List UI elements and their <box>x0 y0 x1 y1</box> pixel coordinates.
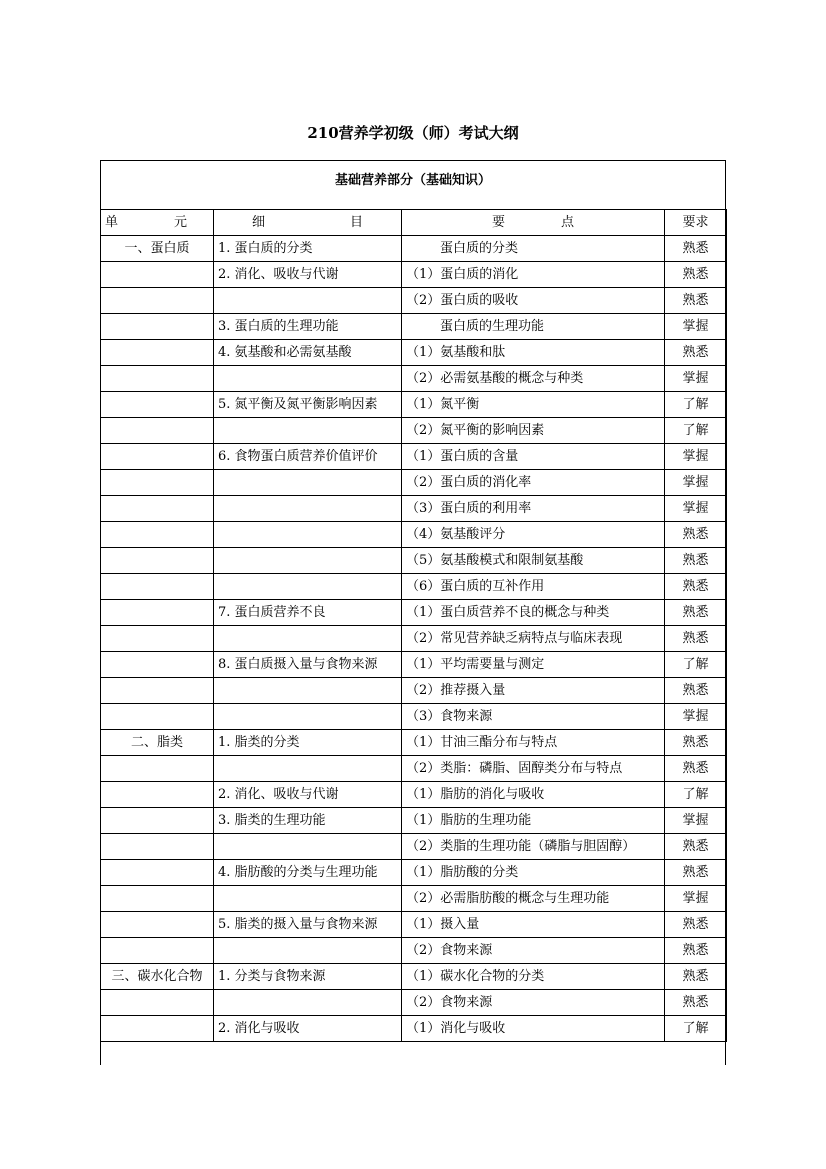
requirement-cell: 熟悉 <box>665 678 727 704</box>
point-cell: （1）氮平衡 <box>402 392 665 418</box>
requirement-cell: 熟悉 <box>665 756 727 782</box>
document-title: 210营养学初级（师）考试大纲 <box>307 124 519 142</box>
point-cell: （2）推荐摄入量 <box>402 678 665 704</box>
unit-cell <box>101 418 214 444</box>
point-cell: （2）食物来源 <box>402 938 665 964</box>
header-unit-char-1: 单 <box>105 214 119 230</box>
requirement-cell: 熟悉 <box>665 964 727 990</box>
requirement-cell: 熟悉 <box>665 990 727 1016</box>
requirement-cell: 掌握 <box>665 366 727 392</box>
unit-cell <box>101 496 214 522</box>
point-cell: 蛋白质的分类 <box>402 236 665 262</box>
unit-cell <box>101 574 214 600</box>
requirement-cell: 熟悉 <box>665 262 727 288</box>
requirement-cell: 掌握 <box>665 470 727 496</box>
point-cell: （3）蛋白质的利用率 <box>402 496 665 522</box>
requirement-cell: 熟悉 <box>665 288 727 314</box>
table-row <box>101 574 727 600</box>
table-row <box>101 314 727 340</box>
point-cell: （1）摄入量 <box>402 912 665 938</box>
detail-cell <box>214 834 402 860</box>
detail-cell: 7. 蛋白质营养不良 <box>214 600 402 626</box>
detail-cell: 6. 食物蛋白质营养价值评价 <box>214 444 402 470</box>
point-cell: （1）氨基酸和肽 <box>402 340 665 366</box>
point-cell: （1）碳水化合物的分类 <box>402 964 665 990</box>
detail-cell: 2. 消化与吸收 <box>214 1016 402 1042</box>
point-cell: （2）氮平衡的影响因素 <box>402 418 665 444</box>
detail-cell <box>214 756 402 782</box>
unit-cell <box>101 1016 214 1042</box>
unit-cell <box>101 366 214 392</box>
requirement-cell: 了解 <box>665 652 727 678</box>
table-row <box>101 548 727 574</box>
detail-cell <box>214 470 402 496</box>
table-row <box>101 860 727 886</box>
point-cell: （1）蛋白质的含量 <box>402 444 665 470</box>
unit-cell <box>101 626 214 652</box>
requirement-cell: 熟悉 <box>665 938 727 964</box>
table-row <box>101 886 727 912</box>
table-row <box>101 912 727 938</box>
unit-cell <box>101 860 214 886</box>
detail-cell: 1. 脂类的分类 <box>214 730 402 756</box>
table-row <box>101 1016 727 1042</box>
detail-cell <box>214 886 402 912</box>
table-row <box>101 522 727 548</box>
point-cell: （2）必需氨基酸的概念与种类 <box>402 366 665 392</box>
table-row <box>101 964 727 990</box>
point-cell: （1）甘油三酯分布与特点 <box>402 730 665 756</box>
detail-cell <box>214 366 402 392</box>
table-row <box>101 938 727 964</box>
detail-cell <box>214 288 402 314</box>
point-cell: 蛋白质的生理功能 <box>402 314 665 340</box>
header-point <box>402 210 665 236</box>
table-row <box>101 600 727 626</box>
requirement-cell: 熟悉 <box>665 860 727 886</box>
point-cell: （1）脂肪的消化与吸收 <box>402 782 665 808</box>
header-point-char-2: 点 <box>560 214 574 230</box>
detail-cell <box>214 548 402 574</box>
unit-cell <box>101 782 214 808</box>
table-row <box>101 392 727 418</box>
table-row <box>101 340 727 366</box>
unit-cell <box>101 834 214 860</box>
detail-cell: 1. 分类与食物来源 <box>214 964 402 990</box>
requirement-cell: 熟悉 <box>665 236 727 262</box>
unit-cell <box>101 470 214 496</box>
unit-cell: 三、碳水化合物 <box>101 964 214 990</box>
table-row <box>101 626 727 652</box>
table-row <box>101 288 727 314</box>
detail-cell <box>214 574 402 600</box>
point-cell: （2）蛋白质的吸收 <box>402 288 665 314</box>
unit-cell <box>101 808 214 834</box>
detail-cell: 5. 氮平衡及氮平衡影响因素 <box>214 392 402 418</box>
unit-cell <box>101 990 214 1016</box>
unit-cell <box>101 444 214 470</box>
requirement-cell: 熟悉 <box>665 574 727 600</box>
detail-cell <box>214 990 402 1016</box>
detail-cell <box>214 418 402 444</box>
table-header-row <box>101 210 727 236</box>
requirement-cell: 熟悉 <box>665 626 727 652</box>
detail-cell: 3. 脂类的生理功能 <box>214 808 402 834</box>
unit-cell: 二、脂类 <box>101 730 214 756</box>
requirement-cell: 掌握 <box>665 496 727 522</box>
requirement-cell: 掌握 <box>665 704 727 730</box>
requirement-cell: 了解 <box>665 418 727 444</box>
table-row <box>101 418 727 444</box>
table-row <box>101 756 727 782</box>
requirement-cell: 掌握 <box>665 886 727 912</box>
header-detail-char-1: 细 <box>252 214 266 230</box>
detail-cell: 4. 氨基酸和必需氨基酸 <box>214 340 402 366</box>
requirement-cell: 掌握 <box>665 808 727 834</box>
requirement-cell: 熟悉 <box>665 730 727 756</box>
unit-cell <box>101 756 214 782</box>
section-subtitle: 基础营养部分（基础知识） <box>334 173 491 188</box>
table-row <box>101 470 727 496</box>
table-row <box>101 782 727 808</box>
requirement-cell: 了解 <box>665 392 727 418</box>
requirement-cell: 了解 <box>665 1016 727 1042</box>
requirement-cell: 熟悉 <box>665 912 727 938</box>
detail-cell: 4. 脂肪酸的分类与生理功能 <box>214 860 402 886</box>
point-cell: （2）必需脂肪酸的概念与生理功能 <box>402 886 665 912</box>
header-point-char-1: 要 <box>492 214 506 230</box>
unit-cell <box>101 886 214 912</box>
detail-cell: 1. 蛋白质的分类 <box>214 236 402 262</box>
requirement-cell: 熟悉 <box>665 340 727 366</box>
unit-cell <box>101 340 214 366</box>
detail-cell <box>214 938 402 964</box>
requirement-cell: 熟悉 <box>665 548 727 574</box>
point-cell: （6）蛋白质的互补作用 <box>402 574 665 600</box>
table-row <box>101 366 727 392</box>
unit-cell <box>101 678 214 704</box>
unit-cell <box>101 522 214 548</box>
table-row <box>101 444 727 470</box>
requirement-cell: 掌握 <box>665 314 727 340</box>
unit-cell <box>101 288 214 314</box>
unit-cell <box>101 262 214 288</box>
header-unit <box>101 210 214 236</box>
point-cell: （4）氨基酸评分 <box>402 522 665 548</box>
unit-cell <box>101 548 214 574</box>
table-row <box>101 704 727 730</box>
requirement-cell: 熟悉 <box>665 522 727 548</box>
point-cell: （1）平均需要量与测定 <box>402 652 665 678</box>
syllabus-table <box>100 209 727 1042</box>
detail-cell <box>214 496 402 522</box>
unit-cell <box>101 912 214 938</box>
header-req: 要求 <box>665 210 727 236</box>
header-detail <box>214 210 402 236</box>
point-cell: （2）食物来源 <box>402 990 665 1016</box>
requirement-cell: 熟悉 <box>665 600 727 626</box>
point-cell: （1）蛋白质的消化 <box>402 262 665 288</box>
detail-cell: 5. 脂类的摄入量与食物来源 <box>214 912 402 938</box>
point-cell: （2）蛋白质的消化率 <box>402 470 665 496</box>
table-row <box>101 834 727 860</box>
point-cell: （3）食物来源 <box>402 704 665 730</box>
detail-cell <box>214 678 402 704</box>
detail-cell <box>214 522 402 548</box>
point-cell: （5）氨基酸模式和限制氨基酸 <box>402 548 665 574</box>
unit-cell <box>101 392 214 418</box>
table-row <box>101 990 727 1016</box>
detail-cell <box>214 626 402 652</box>
requirement-cell: 掌握 <box>665 444 727 470</box>
unit-cell <box>101 314 214 340</box>
point-cell: （2）类脂的生理功能（磷脂与胆固醇） <box>402 834 665 860</box>
requirement-cell: 了解 <box>665 782 727 808</box>
point-cell: （2）类脂：磷脂、固醇类分布与特点 <box>402 756 665 782</box>
unit-cell <box>101 652 214 678</box>
point-cell: （2）常见营养缺乏病特点与临床表现 <box>402 626 665 652</box>
detail-cell <box>214 704 402 730</box>
point-cell: （1）消化与吸收 <box>402 1016 665 1042</box>
detail-cell: 2. 消化、吸收与代谢 <box>214 262 402 288</box>
point-cell: （1）蛋白质营养不良的概念与种类 <box>402 600 665 626</box>
table-row <box>101 262 727 288</box>
unit-cell: 一、蛋白质 <box>101 236 214 262</box>
header-detail-char-2: 目 <box>349 214 363 230</box>
table-row <box>101 236 727 262</box>
detail-cell: 8. 蛋白质摄入量与食物来源 <box>214 652 402 678</box>
unit-cell <box>101 704 214 730</box>
table-row <box>101 730 727 756</box>
unit-cell <box>101 600 214 626</box>
detail-cell: 2. 消化、吸收与代谢 <box>214 782 402 808</box>
requirement-cell: 熟悉 <box>665 834 727 860</box>
table-row <box>101 652 727 678</box>
table-row <box>101 808 727 834</box>
unit-cell <box>101 938 214 964</box>
point-cell: （1）脂肪的生理功能 <box>402 808 665 834</box>
table-row <box>101 496 727 522</box>
header-unit-char-2: 元 <box>173 214 187 230</box>
detail-cell: 3. 蛋白质的生理功能 <box>214 314 402 340</box>
point-cell: （1）脂肪酸的分类 <box>402 860 665 886</box>
table-row <box>101 678 727 704</box>
